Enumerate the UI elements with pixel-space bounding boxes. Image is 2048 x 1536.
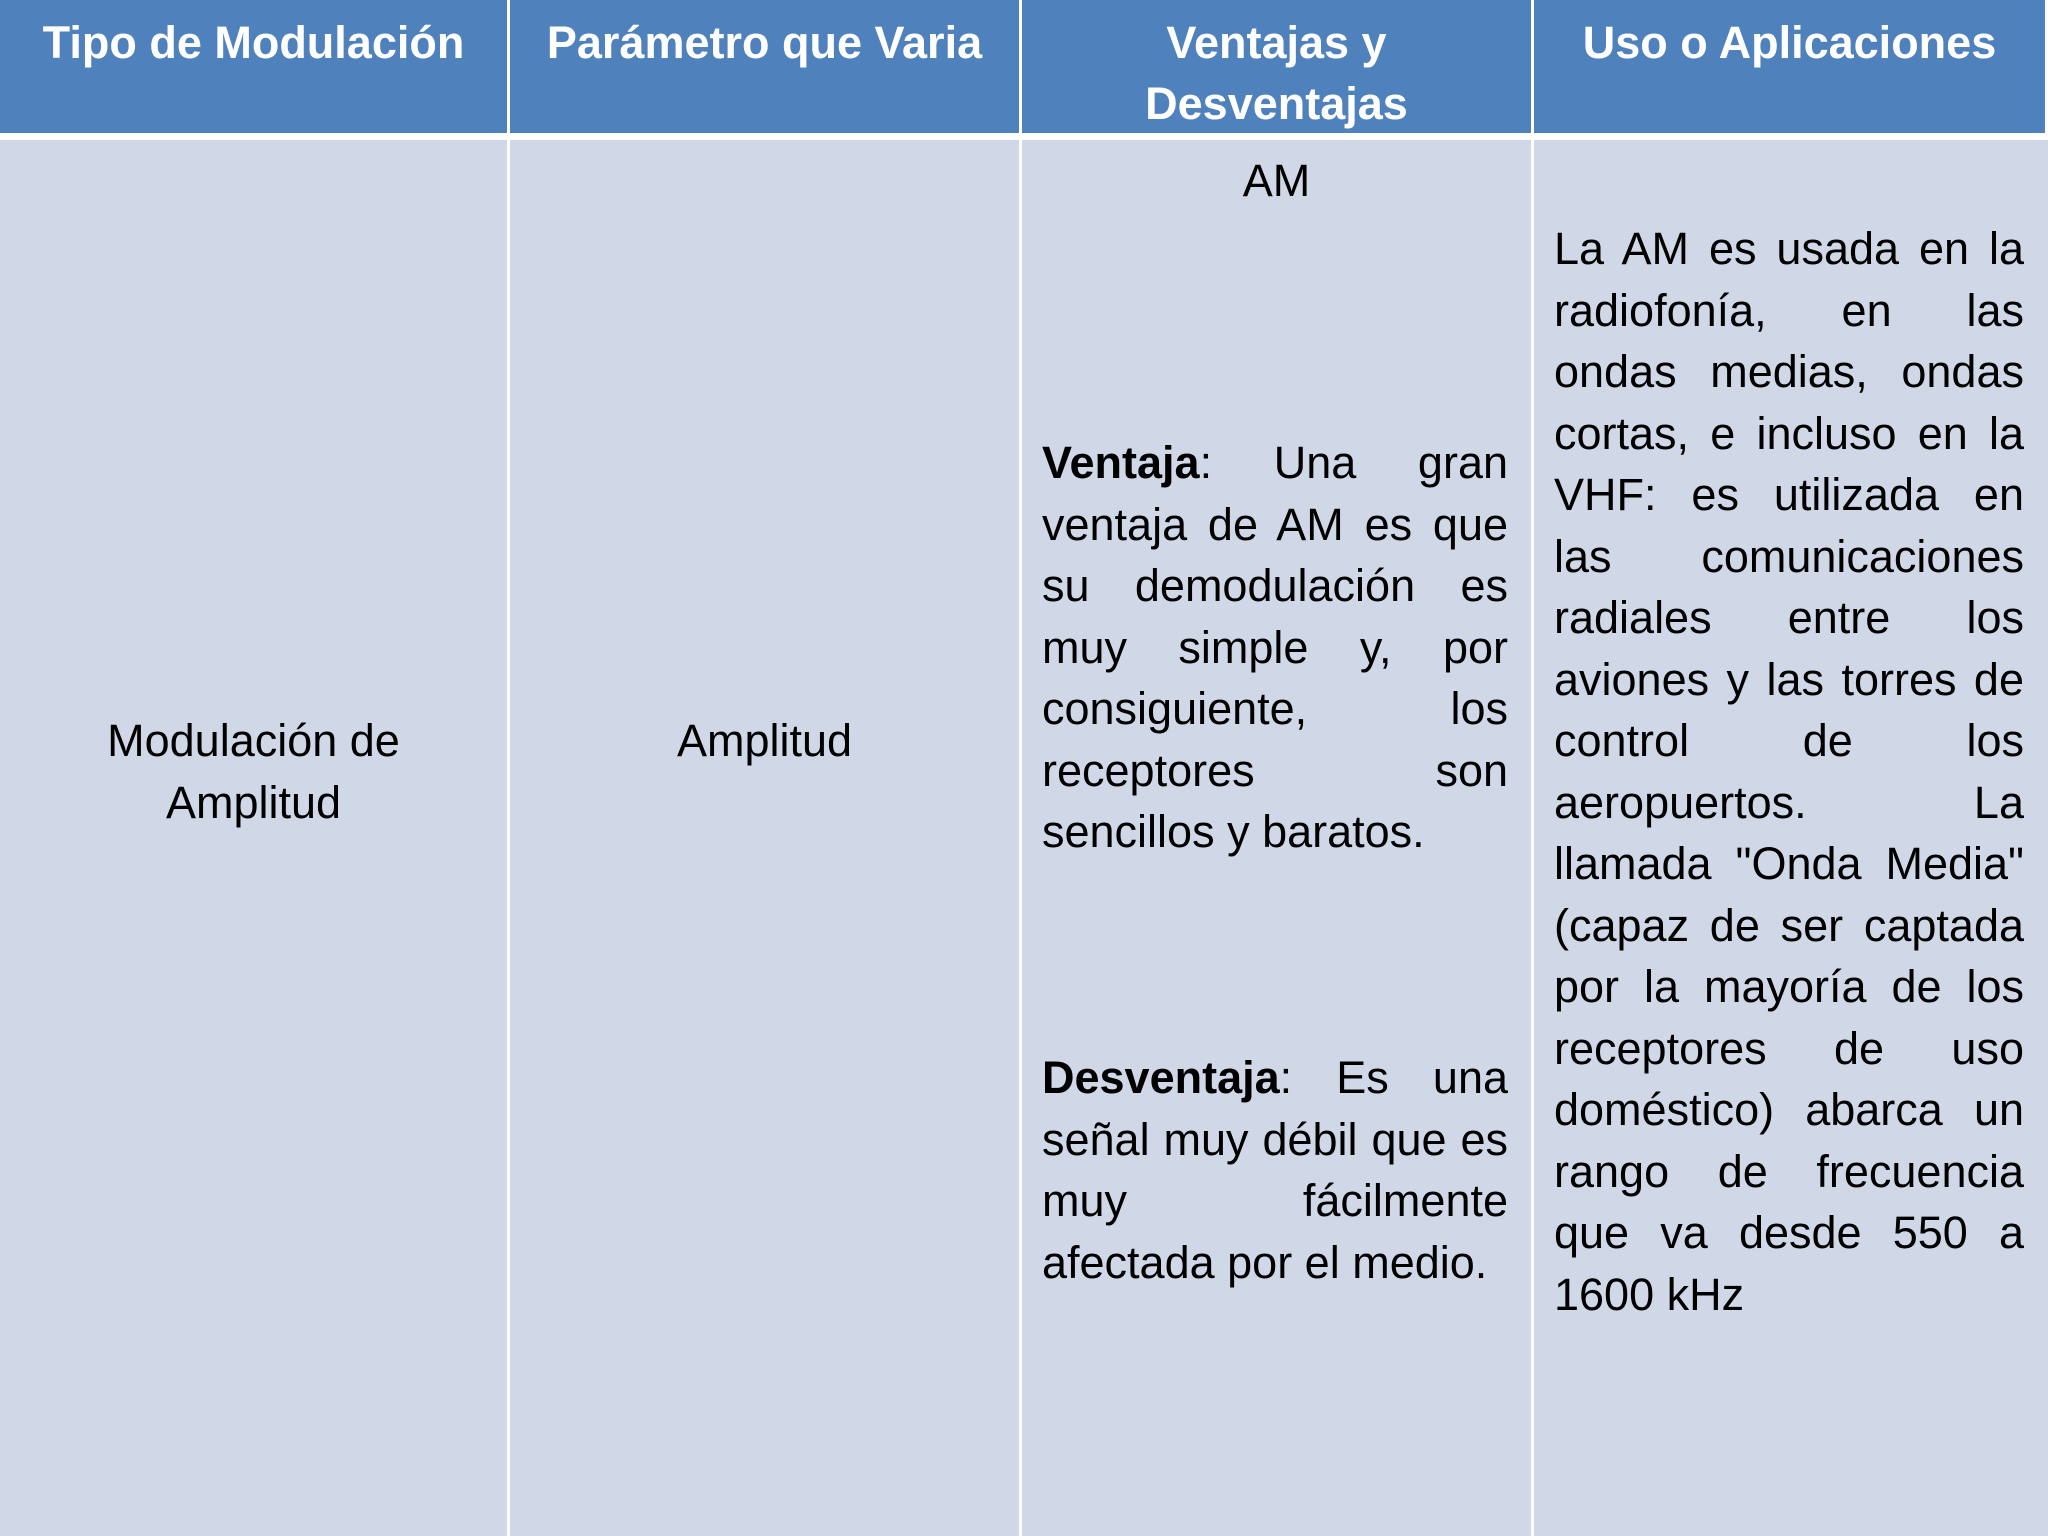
cell-parametro bbox=[510, 140, 1022, 1536]
desventaja-block bbox=[1042, 1047, 1508, 1293]
header-ventajas bbox=[1022, 0, 1534, 140]
header-uso-label: Uso o Aplicaciones bbox=[1582, 17, 1997, 68]
header-uso bbox=[1534, 0, 2048, 140]
desventaja-label: Desventaja bbox=[1042, 1052, 1280, 1103]
header-parametro bbox=[510, 0, 1022, 140]
cell-ventajas bbox=[1022, 140, 1534, 1536]
tipo-text: Modulación de Amplitud bbox=[107, 715, 400, 828]
header-tipo-modulacion bbox=[0, 0, 510, 140]
header-tipo-modulacion-label: Tipo de Modulación bbox=[42, 17, 465, 68]
cell-tipo bbox=[0, 140, 510, 1536]
header-parametro-label: Parámetro que Varia bbox=[546, 17, 983, 68]
ventaja-label: Ventaja bbox=[1042, 437, 1200, 488]
ventaja-text: : Una gran ventaja de AM es que su demodulación es muy simple y, por consiguiente, los receptores son sencillos y baratos. bbox=[1042, 437, 1508, 857]
cell-uso bbox=[1534, 140, 2048, 1536]
desventaja-text: : Es una señal muy débil que es muy fácilmente afectada por el medio. bbox=[1042, 1052, 1508, 1288]
parametro-text: Amplitud bbox=[676, 715, 853, 766]
uso-text: La AM es usada en la radiofonía, en las ondas medias, ondas cortas, e incluso en la VHF: es utilizada en las comunicaciones radiales entre los aviones y las torres de control de los aeropuertos. La llamada "Onda Media" (capaz de ser captada por la mayoría de los receptores de uso doméstico) abarca un rango de frecuencia que va desde 550 a 1600 kHz bbox=[1554, 223, 2024, 1320]
header-ventajas-label: Ventajas y Desventajas bbox=[1145, 17, 1408, 129]
ventajas-title: AM bbox=[1242, 155, 1311, 206]
ventaja-block bbox=[1042, 432, 1508, 863]
